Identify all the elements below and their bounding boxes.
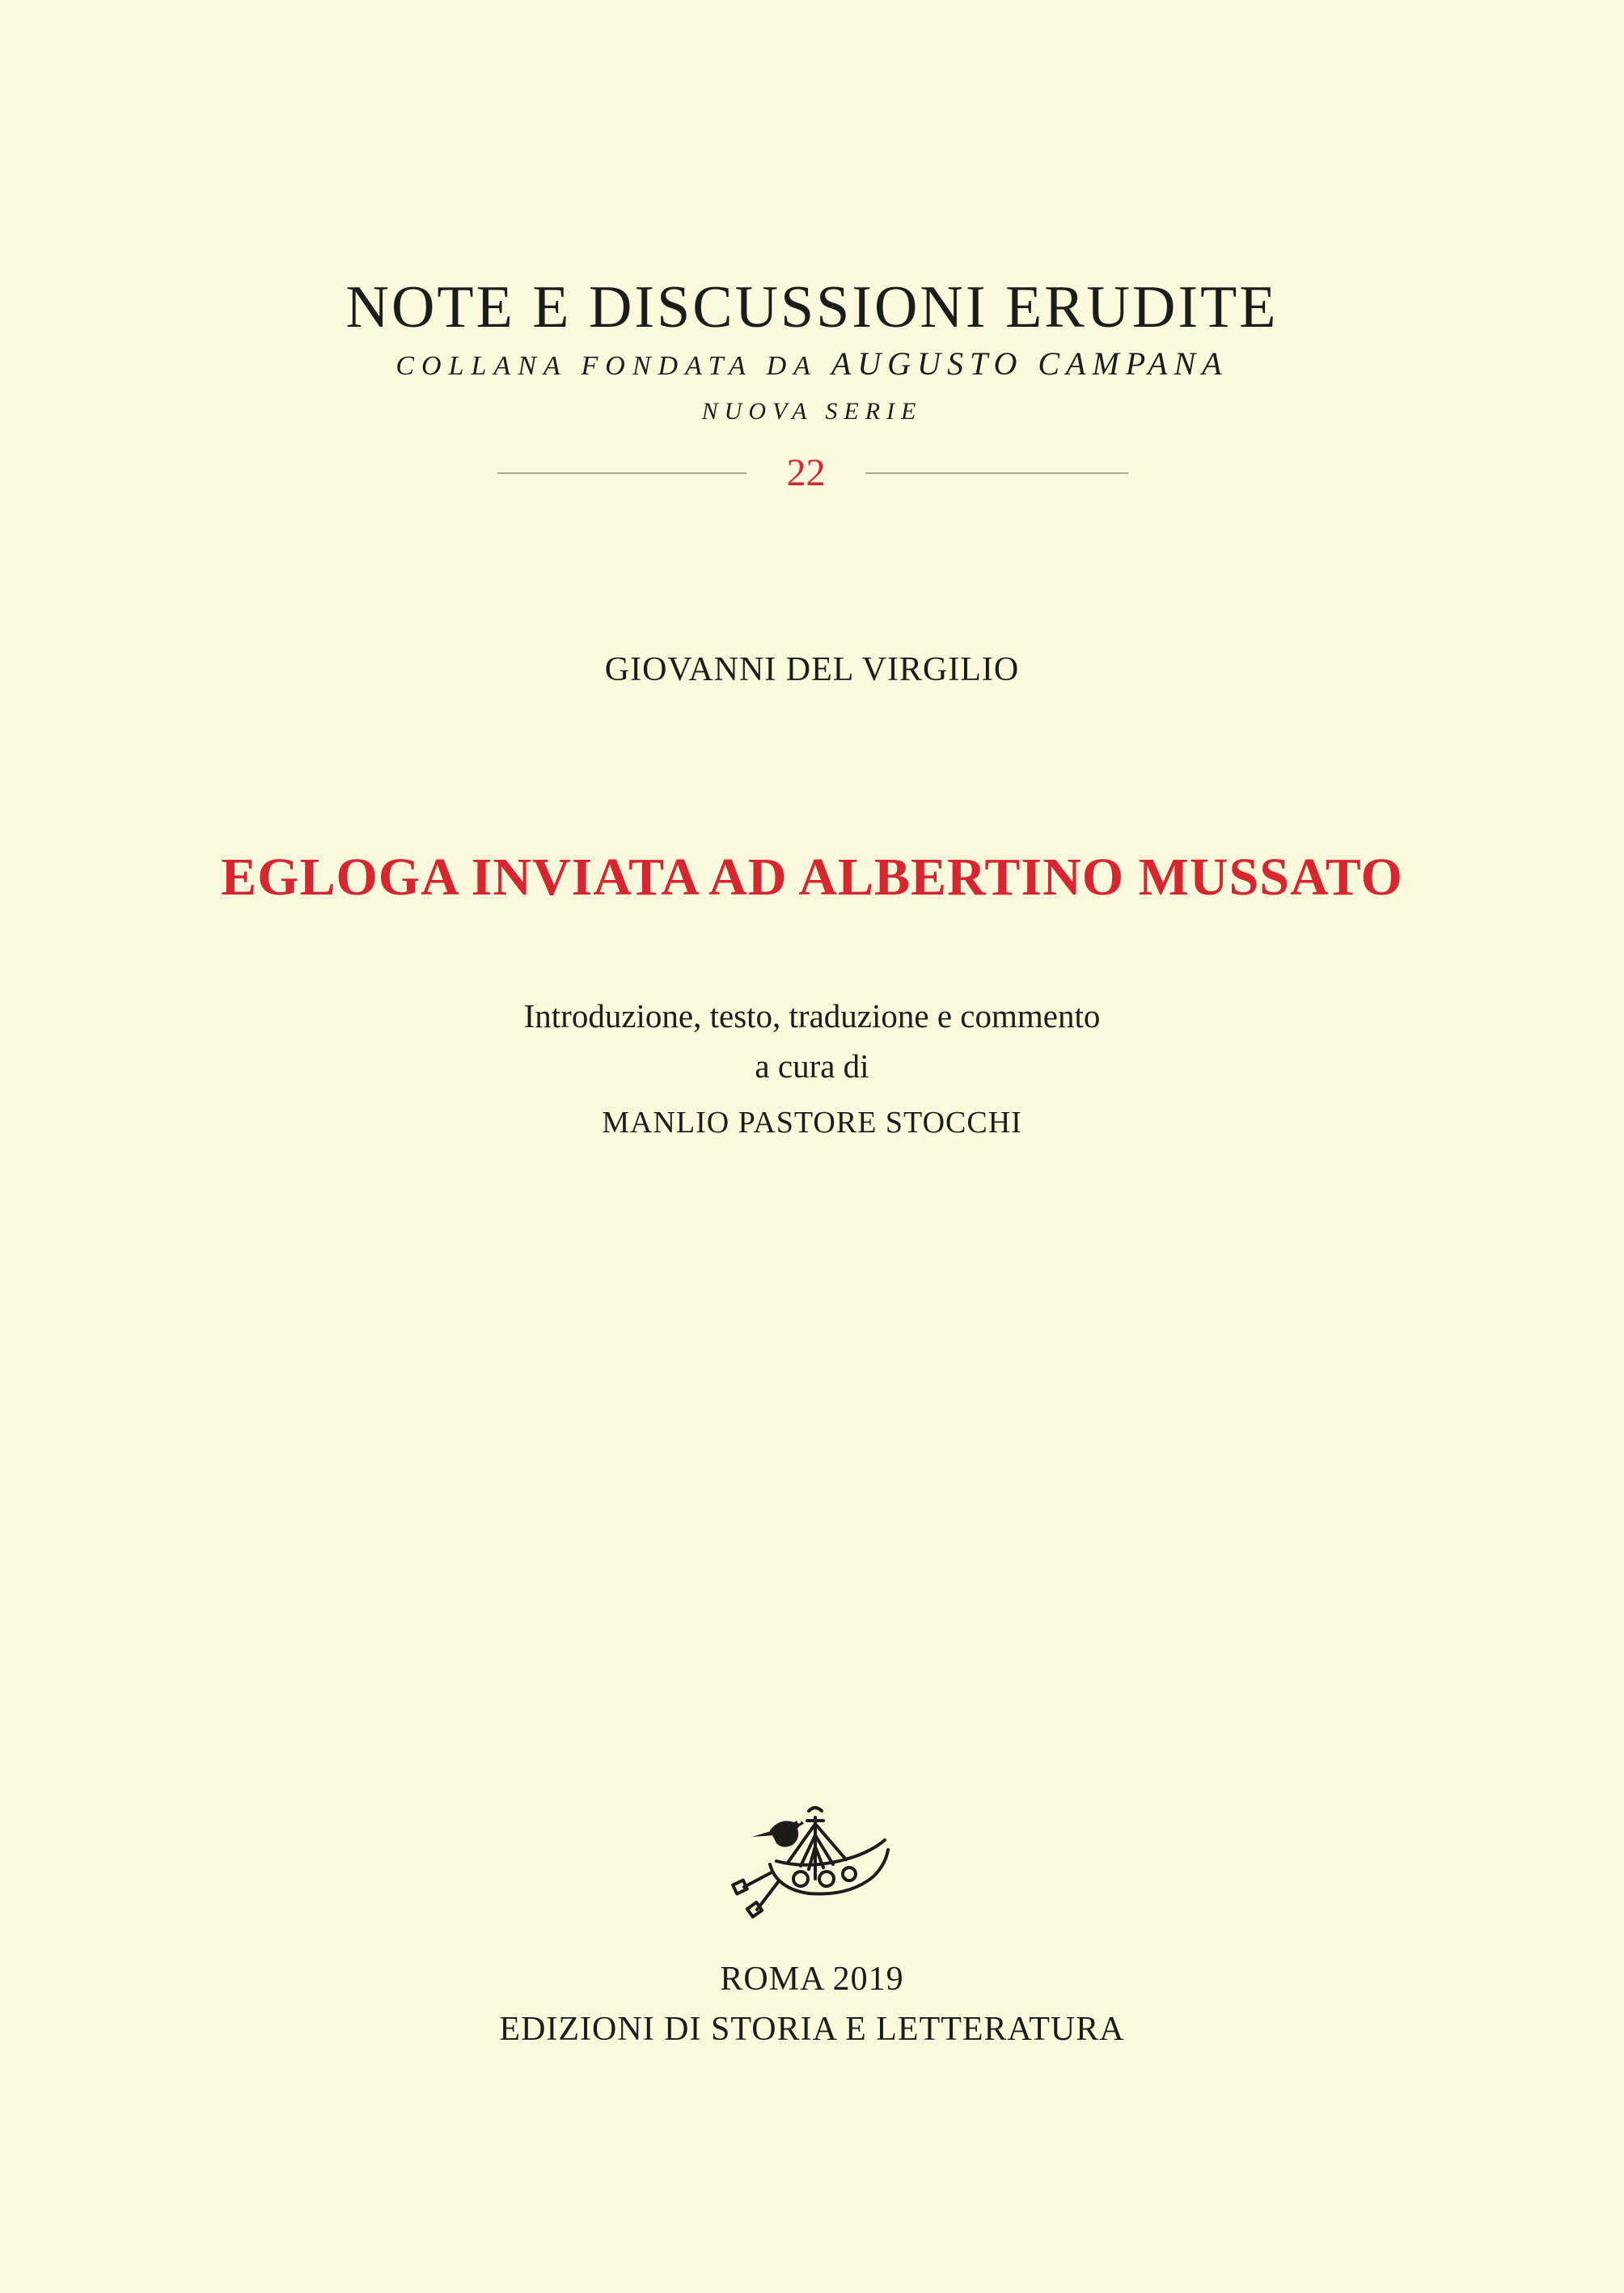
- right-divider: [865, 472, 1128, 474]
- series-new-series-label: NUOVA SERIE: [701, 398, 923, 425]
- series-number: 22: [786, 451, 826, 494]
- book-title: EGLOGA INVIATA AD ALBERTINO MUSSATO: [221, 848, 1403, 907]
- credits-description: Introduzione, testo, traduzione e commento: [523, 997, 1101, 1034]
- editor-name: MANLIO PASTORE STOCCHI: [602, 1106, 1022, 1140]
- ship-with-bird-icon: [720, 1775, 906, 1921]
- series-subtitle-prefix: COLLANA FONDATA DA: [395, 351, 818, 381]
- left-divider: [497, 472, 746, 474]
- series-number-row: [497, 445, 1128, 501]
- author-name: GIOVANNI DEL VIRGILIO: [604, 651, 1020, 688]
- series-subtitle: [0, 344, 1624, 387]
- series-founder: AUGUSTO CAMPANA: [831, 345, 1229, 382]
- credits-by-prefix: a cura di: [755, 1047, 869, 1085]
- imprint-place-year: ROMA 2019: [720, 1961, 904, 1998]
- series-title: NOTE E DISCUSSIONI ERUDITE: [345, 274, 1279, 341]
- imprint-publisher: EDIZIONI DI STORIA E LETTERATURA: [499, 2011, 1125, 2048]
